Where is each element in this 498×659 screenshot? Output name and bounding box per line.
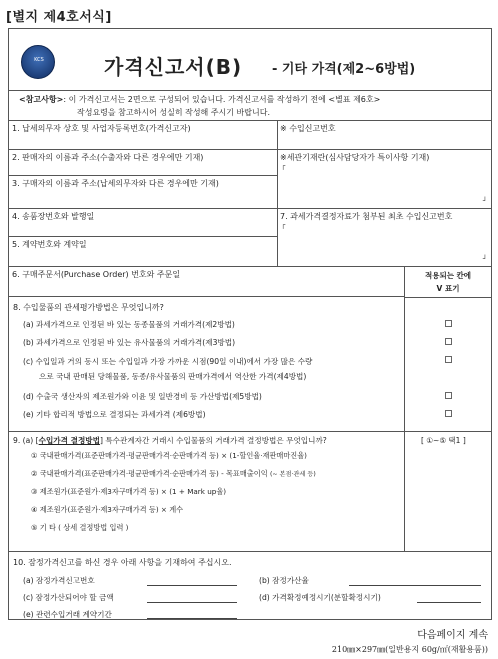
q10-label-a: (a) 잠정가격신고번호 <box>23 576 95 585</box>
field-buyer[interactable] <box>9 176 277 209</box>
field-first-import-number-label: 7. 과세가격결정자료가 첨부된 최초 수입신고번호 <box>280 212 453 221</box>
q9-rank-choice[interactable]: [ ①~⑤ 택1 ] <box>421 436 466 445</box>
field-invoice-label: 4. 송품장번호와 발행일 <box>12 212 95 221</box>
divider-col-2 <box>277 209 278 267</box>
q10-input-d[interactable] <box>417 602 481 603</box>
q9-option-4[interactable]: ④ 제조원가(표준원가·제3자구매가격 등) × 계수 <box>31 505 184 514</box>
applied-header-line-2: V 표기 <box>436 284 460 293</box>
applied-header-line-1: 적용되는 칸에 <box>424 271 472 280</box>
q8-title: 8. 수입물품의 관세평가방법은 무엇입니까? <box>13 303 164 312</box>
q9-title-keyword: 수입가격 결정방법 <box>38 436 100 445</box>
field-first-import-number[interactable] <box>277 209 491 267</box>
corner-mark-bottom-right-2: ┘ <box>482 255 487 263</box>
q8-option-c-line-1: (c) 수입일과 거의 동시 또는 수입일과 가장 가까운 시점(90일 이내)에서 가장 많은 수량 <box>23 357 313 366</box>
field-contract-label: 5. 계약번호와 계약일 <box>12 240 87 249</box>
q8-option-c-line-2: 으로 국내 판매된 당해물품, 동종/유사물품의 판매가격에서 역산한 가격(제4방법) <box>39 372 307 381</box>
notice-label: <참고사항> <box>19 95 64 104</box>
form-number-tag: [별지 제4호서식] <box>6 10 112 25</box>
q10-label-c: (c) 잠정가산되어야 할 금액 <box>23 593 114 602</box>
q8-option-e: (e) 기타 합리적 방법으로 결정되는 과세가격 (제6방법) <box>23 410 206 419</box>
q8-checkbox-d[interactable] <box>445 392 452 399</box>
q9-option-2-note: (~ 본점·관세 등) <box>269 471 316 478</box>
q10-input-a[interactable] <box>147 585 237 586</box>
q10-label-b: (b) 잠정가산율 <box>259 576 309 585</box>
q9-title-suffix: ] 특수관계자간 거래시 수입물품의 거래가격 결정방법은 무엇입니까? <box>99 436 327 445</box>
field-taxpayer[interactable] <box>9 121 277 150</box>
notice-line-2: 작성요령을 참고하시어 성실히 작성해 주시기 바랍니다. <box>77 108 270 117</box>
q10-title: 10. 잠정가격신고를 하신 경우 아래 사항을 기재하여 주십시오. <box>13 558 232 567</box>
field-import-number[interactable] <box>277 121 491 150</box>
q8-checkbox-c[interactable] <box>445 356 452 363</box>
corner-mark-top-left: ┌ <box>281 162 286 170</box>
paper-spec: 210㎜×297㎜(일반용지 60g/㎡(재활용품)) <box>331 645 488 654</box>
q8-checkbox-b[interactable] <box>445 338 452 345</box>
q9-title <box>13 435 327 446</box>
field-taxpayer-label: 1. 납세의무자 상호 및 사업자등록번호(가격신고자) <box>12 124 191 133</box>
q9-option-2[interactable] <box>31 469 316 479</box>
field-buyer-label: 3. 구매자의 이름과 주소(납세의무자와 다른 경우에만 기재) <box>12 179 219 188</box>
q9-title-prefix: 9. (a) [ <box>13 436 39 445</box>
corner-mark-top-left-2: ┌ <box>281 221 286 229</box>
q8-checkbox-a[interactable] <box>445 320 452 327</box>
q10-input-e[interactable] <box>147 618 237 619</box>
applied-column-header <box>405 269 491 295</box>
reference-notice <box>9 91 491 121</box>
q8-option-b: (b) 과세가격으로 인정된 바 있는 유사물품의 거래가격(제3방법) <box>23 338 236 347</box>
field-import-number-label: ※ 수입신고번호 <box>280 124 336 133</box>
section-9-rank-cell[interactable] <box>404 432 491 552</box>
field-customs-note[interactable] <box>277 150 491 209</box>
q9-option-3[interactable]: ③ 제조원가(표준원가·제3자구매가격 등) × (1 + Mark up율) <box>31 487 227 496</box>
q10-input-c[interactable] <box>147 602 237 603</box>
notice-line-1: : 이 가격신고서는 2면으로 구성되어 있습니다. 가격신고서를 작성하기 전에 <별표 제6호> <box>63 95 381 104</box>
corner-mark-bottom-right: ┘ <box>482 197 487 205</box>
field-contract[interactable] <box>9 237 277 267</box>
continue-next-page: 다음페이지 계속 <box>417 630 488 641</box>
q9-option-5[interactable]: ⑤ 기 타 ( 상세 결정방법 입력 ) <box>31 523 129 532</box>
logo-lettering: KCS <box>34 57 44 63</box>
field-purchase-order-label: 6. 구매주문서(Purchase Order) 번호와 주문일 <box>12 270 181 279</box>
field-seller[interactable] <box>9 150 277 176</box>
field-customs-note-label: ※세관기재란(심사담당자가 특이사항 기재) <box>280 153 430 162</box>
form-frame <box>8 28 492 620</box>
form-title: 가격신고서(B) <box>104 55 243 79</box>
q10-label-e: (e) 관련수입거래 계약기간 <box>23 610 112 619</box>
field-invoice[interactable] <box>9 209 277 237</box>
q8-checkbox-e[interactable] <box>445 410 452 417</box>
q8-option-d: (d) 수출국 생산자의 제조원가와 이윤 및 일반경비 등 가산방법(제5방법) <box>23 392 262 401</box>
customs-logo <box>21 45 55 79</box>
q8-option-a: (a) 과세가격으로 인정된 바 있는 동종물품의 거래가격(제2방법) <box>23 320 235 329</box>
q10-input-b[interactable] <box>349 585 481 586</box>
field-seller-label: 2. 판매자의 이름과 주소(수출자와 다른 경우에만 기재) <box>12 153 204 162</box>
form-subtitle: - 기타 가격(제2~6방법) <box>272 62 416 77</box>
q9-option-1[interactable]: ① 국내판매가격(표준판매가격·평균판매가격·순판매가격 등) × (1-할인율·재판매마진율) <box>31 451 307 460</box>
field-purchase-order[interactable] <box>9 267 404 297</box>
form-header <box>9 29 491 91</box>
q9-option-2-text: ② 국내판매가격(표준판매가격·평균판매가격·순판매가격 등) - 목표매출이익 <box>31 469 268 478</box>
q10-label-d: (d) 가격확정예정시기(분할확정시기) <box>259 593 381 602</box>
